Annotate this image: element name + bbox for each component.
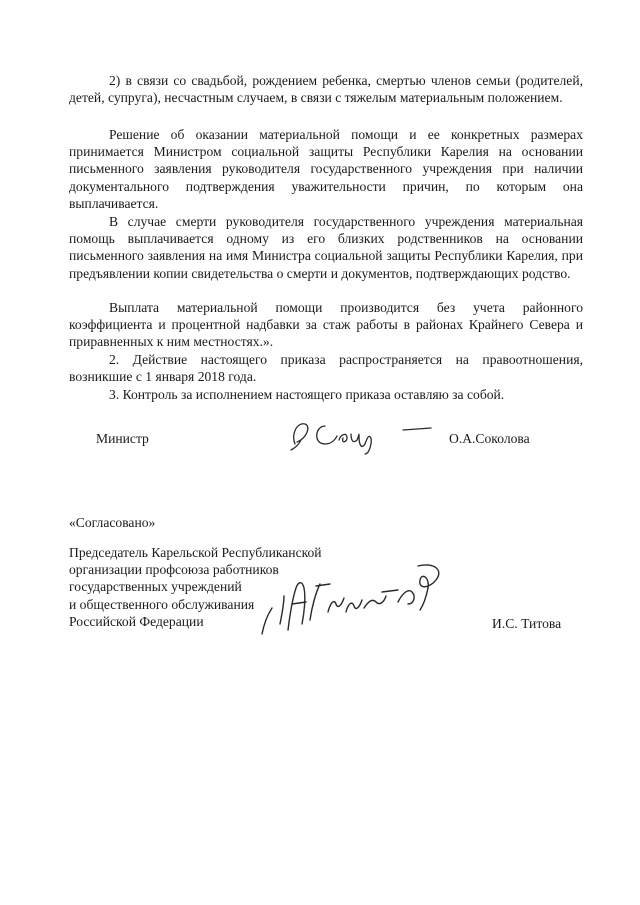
union-line-5: Российской Федерации (69, 613, 204, 629)
union-line-2: организации профсоюза работников (69, 562, 279, 578)
minister-signature-icon (285, 414, 435, 456)
paragraph-5: 2. Действие настоящего приказа распространяется на правоотношения, возникшие с 1 января 2018 года. (69, 352, 583, 385)
agreed-label: «Согласовано» (69, 515, 156, 530)
paragraph-2: Решение об оказании материальной помощи и ее конкретных размерах принимается Министром социальной защиты Республики Карелия на основании письменного заявления руководителя государственного учреждения при наличии документального подтверждения уважительности причин, по которым она выплачивается. (69, 127, 583, 211)
signatory-name: О.А.Соколова (449, 431, 530, 446)
paragraph-1: 2) в связи со свадьбой, рождением ребенка, смертью членов семьи (родителей, детей, супруга), несчастным случаем, в связи с тяжелым материальным положением. (69, 73, 583, 106)
union-line-4: и общественного обслуживания (69, 596, 255, 612)
union-line-1: Председатель Карельской Республиканской (69, 545, 322, 560)
union-signatory-name: И.С. Титова (492, 616, 562, 631)
union-signature-icon (258, 558, 450, 636)
paragraph-3: В случае смерти руководителя государственного учреждения материальная помощь выплачивается одному из его близких родственников на основании письменного заявления на имя Министра социальной защиты Республики Карелия, при предъявлении копии свидетельства о смерти и документов, подтверждающих родство. (69, 214, 583, 281)
signatory-title: Министр (96, 431, 149, 446)
paragraph-4: Выплата материальной помощи производится без учета районного коэффициента и процентной надбавки за стаж работы в районах Крайнего Севера и приравненных к ним местностях.». (69, 300, 583, 350)
paragraph-6: 3. Контроль за исполнением настоящего приказа оставляю за собой. (109, 387, 505, 402)
union-line-3: государственных учреждений (69, 579, 242, 595)
